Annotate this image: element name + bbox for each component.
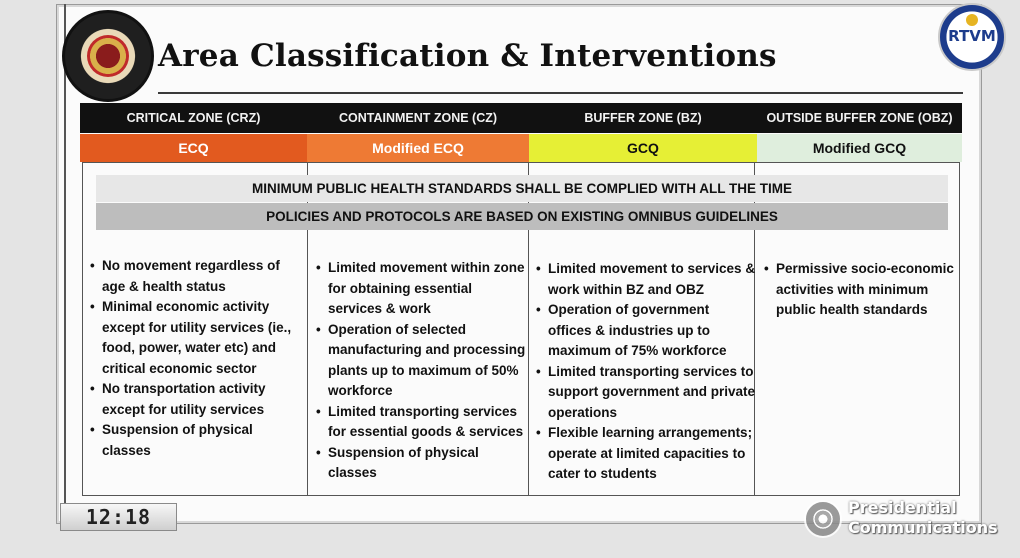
slide-left-rule bbox=[64, 4, 66, 524]
level-modified-ecq: Modified ECQ bbox=[307, 134, 529, 162]
item-text: Limited movement to services & work within BZ and OBZ bbox=[548, 261, 756, 297]
item-text: Operation of government offices & industries up to maximum of 75% workforce bbox=[548, 302, 727, 358]
list-item bbox=[536, 423, 756, 485]
list-item bbox=[536, 362, 756, 424]
item-text: Permissive socio-economic activities with minimum public health standards bbox=[776, 261, 954, 317]
list-item bbox=[316, 402, 528, 443]
government-seal-logo bbox=[62, 10, 154, 102]
item-lead: No movement bbox=[102, 258, 192, 273]
cz-interventions-list bbox=[316, 258, 528, 484]
sun-icon bbox=[966, 14, 978, 26]
zone-header-row bbox=[80, 103, 962, 133]
zone-name-crz: CRITICAL ZONE (CRZ) bbox=[126, 111, 261, 125]
list-item bbox=[90, 256, 305, 297]
item-text: Limited transporting services to support government and private operations bbox=[548, 363, 756, 420]
health-standards-banner: MINIMUM PUBLIC HEALTH STANDARDS SHALL BE COMPLIED WITH ALL THE TIME bbox=[96, 175, 948, 202]
obz-interventions-list bbox=[764, 259, 958, 321]
list-item bbox=[90, 297, 305, 379]
list-item bbox=[536, 259, 756, 300]
zone-name-cz: CONTAINMENT ZONE (CZ) bbox=[338, 111, 498, 125]
item-text: No transportation activity except for utility services bbox=[102, 381, 266, 417]
item-text: regardless of age & health status bbox=[102, 258, 280, 294]
list-item bbox=[764, 259, 958, 321]
slide-title: Area Classification & Interventions bbox=[158, 38, 777, 74]
item-text: Suspension of physical classes bbox=[328, 444, 479, 480]
title-divider bbox=[158, 92, 963, 94]
rtvm-label: RTVM bbox=[948, 27, 996, 45]
crz-interventions-list bbox=[90, 256, 305, 461]
level-modified-gcq: Modified GCQ bbox=[757, 134, 962, 162]
zone-name-bz: BUFFER ZONE (BZ) bbox=[584, 111, 702, 125]
list-item bbox=[316, 320, 528, 402]
item-text: for obtaining essential services & work bbox=[328, 280, 473, 316]
presidential-communications-seal-icon bbox=[804, 500, 842, 538]
watermark-line-1: Presidential bbox=[848, 498, 957, 517]
item-text: Minimal economic activity except for utility services (ie., food, power, water etc) and critical economic sector bbox=[102, 299, 292, 376]
item-text: Operation of selected manufacturing and processing plants up to maximum of 50% workforce bbox=[328, 321, 526, 398]
policies-banner: POLICIES AND PROTOCOLS ARE BASED ON EXISTING OMNIBUS GUIDELINES bbox=[96, 203, 948, 230]
broadcast-clock: 12:18 bbox=[60, 503, 177, 531]
zone-name-obz: OUTSIDE BUFFER ZONE (OBZ) bbox=[766, 111, 953, 125]
level-ecq: ECQ bbox=[80, 134, 307, 162]
list-item bbox=[536, 300, 756, 362]
list-item bbox=[316, 258, 528, 320]
list-item bbox=[90, 420, 305, 461]
item-lead: Limited movement within zone bbox=[328, 260, 525, 275]
item-text: Suspension of physical classes bbox=[102, 422, 253, 458]
watermark-line-2: Communications bbox=[848, 518, 998, 537]
seal-emblem-icon bbox=[87, 35, 129, 77]
presidential-communications-watermark bbox=[848, 498, 998, 538]
quarantine-level-row bbox=[80, 134, 962, 162]
list-item bbox=[316, 443, 528, 484]
bz-interventions-list bbox=[536, 259, 756, 485]
list-item bbox=[90, 379, 305, 420]
item-text: Limited transporting services for essential goods & services bbox=[328, 403, 524, 439]
item-text: Flexible learning arrangements; operate at limited capacities to cater to students bbox=[548, 425, 753, 481]
level-gcq: GCQ bbox=[529, 134, 757, 162]
rtvm-logo bbox=[938, 3, 1006, 71]
